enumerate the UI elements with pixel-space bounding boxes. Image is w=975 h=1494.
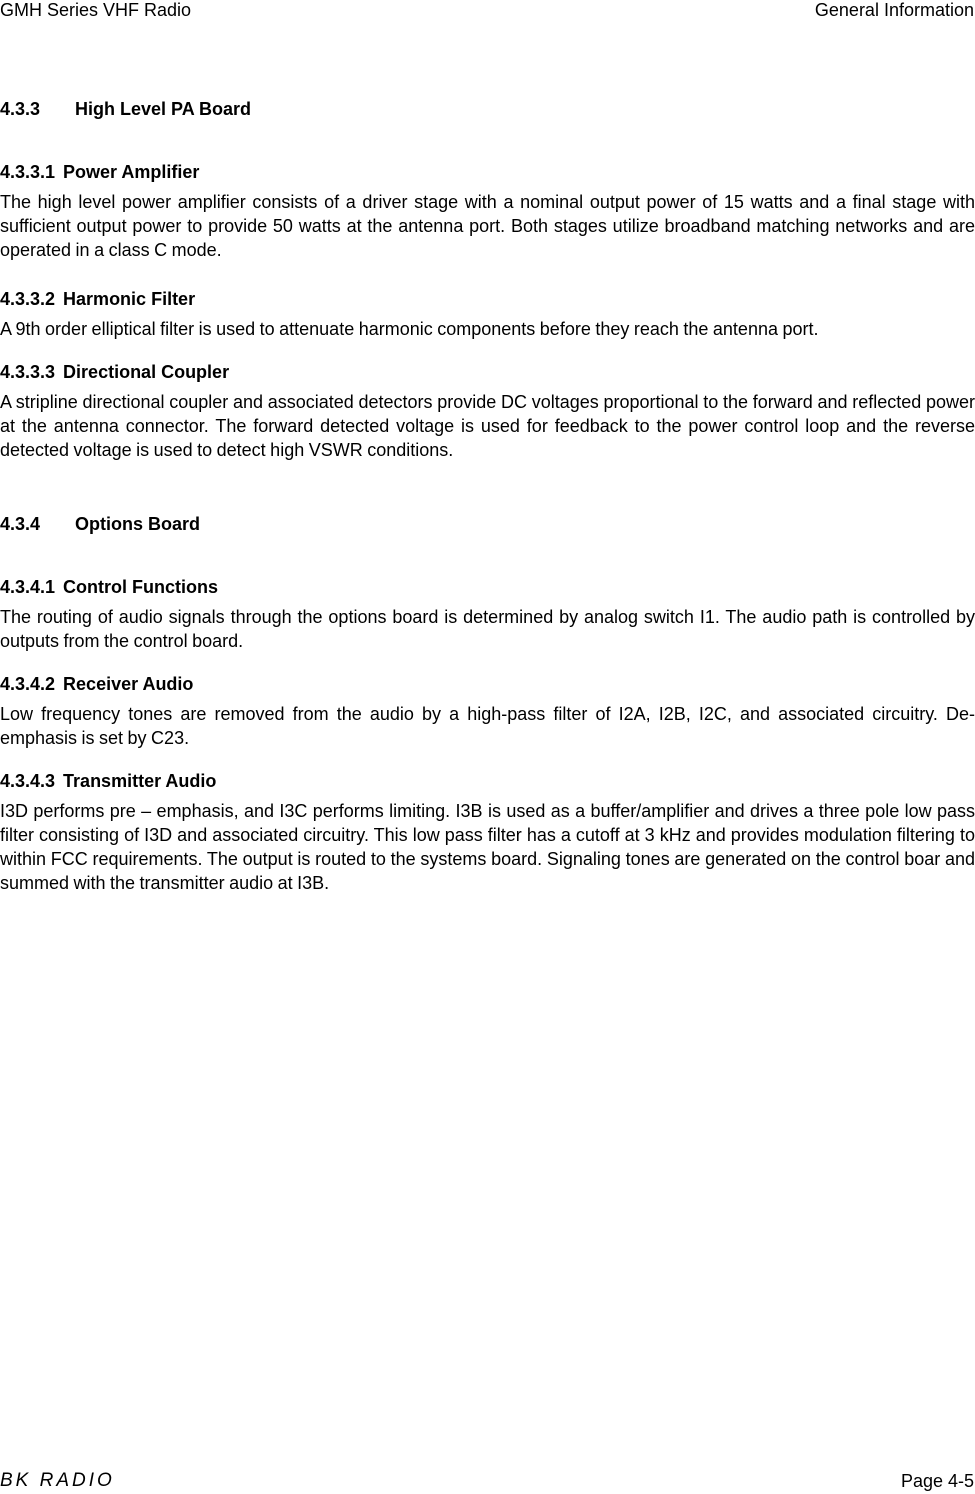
subsection-number: 4.3.4.3 [0, 771, 56, 791]
paragraph-directional-coupler: A stripline directional coupler and associated detectors provide DC voltages proportional to the forward and reflected power at the antenna connector. The forward detected voltage is used for feedback to the power control loop and the reverse detected voltage is used to detect high VSWR conditions. [0, 392, 975, 460]
subsection-title: Control Functions [63, 577, 219, 597]
footer-company: BK RADIO [0, 1470, 115, 1491]
subsection-title: Power Amplifier [63, 162, 200, 182]
subsection-heading-4-3-3-2 [0, 288, 975, 310]
subsection-number: 4.3.4.1 [0, 577, 56, 597]
section-title: High Level PA Board [75, 99, 252, 119]
running-header-left: GMH Series VHF Radio [0, 0, 192, 20]
subsection-title: Transmitter Audio [63, 771, 217, 791]
subsection-number: 4.3.3.1 [0, 162, 56, 182]
section-title: Options Board [75, 514, 200, 534]
page-body [0, 98, 975, 895]
section-number: 4.3.3 [0, 99, 41, 119]
subsection-title: Harmonic Filter [63, 289, 196, 309]
subsection-title: Directional Coupler [63, 362, 230, 382]
subsection-heading-4-3-3-1 [0, 161, 975, 183]
paragraph-power-amplifier: The high level power amplifier consists of a driver stage with a nominal output power of 15 watts and a final stage with sufficient output power to provide 50 watts at the antenna port. Both stages utilize broadband matching networks and are operated in a class C mode. [0, 192, 975, 260]
subsection-heading-4-3-4-3 [0, 770, 975, 792]
subsection-heading-4-3-4-2 [0, 673, 975, 695]
section-heading-4-3-4 [0, 513, 975, 535]
subsection-heading-4-3-4-1 [0, 576, 975, 598]
footer-page-number: Page 4-5 [900, 1471, 974, 1491]
paragraph-transmitter-audio: I3D performs pre – emphasis, and I3C performs limiting. I3B is used as a buffer/amplifier and drives a three pole low pass filter consisting of I3D and associated circuitry. This low pass filter has a cutoff at 3 kHz and provides modulation filtering to within FCC requirements. The output is routed to the systems board. Signaling tones are generated on the control boar and summed with the transmitter audio at I3B. [0, 801, 975, 893]
subsection-title: Receiver Audio [63, 674, 194, 694]
paragraph-harmonic-filter: A 9th order elliptical filter is used to attenuate harmonic components before they reach the antenna port. [0, 319, 819, 339]
section-number: 4.3.4 [0, 514, 41, 534]
paragraph-control-functions: The routing of audio signals through the options board is determined by analog switch I1. The audio path is controlled by outputs from the control board. [0, 607, 975, 651]
subsection-heading-4-3-3-3 [0, 361, 975, 383]
paragraph-receiver-audio: Low frequency tones are removed from the audio by a high-pass filter of I2A, I2B, I2C, and associated circuitry. De-emphasis is set by C23. [0, 704, 975, 748]
running-header-right: General Information [814, 0, 974, 20]
subsection-number: 4.3.3.3 [0, 362, 56, 382]
section-heading-4-3-3 [0, 98, 975, 120]
subsection-number: 4.3.4.2 [0, 674, 56, 694]
subsection-number: 4.3.3.2 [0, 289, 56, 309]
